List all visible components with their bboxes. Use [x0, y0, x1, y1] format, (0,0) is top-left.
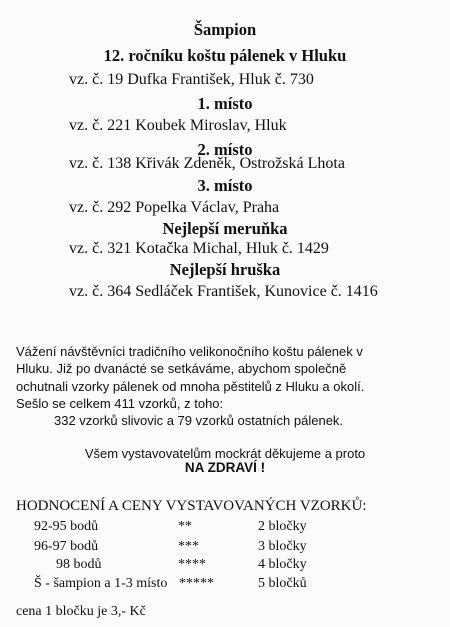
rating-prize-4: 5 bločků [258, 576, 307, 591]
first-place-entry: vz. č. 221 Koubek Miroslav, Hluk [69, 117, 287, 134]
third-place-heading: 3. místo [197, 176, 253, 195]
cheers-line: NA ZDRAVÍ ! [184, 460, 266, 475]
rating-stars-1: ** [178, 519, 192, 534]
rating-range-4: Š - šampion a 1-3 místo [34, 576, 168, 591]
second-place-entry: vz. č. 138 Křivák Zdeněk, Ostrožská Lhota [69, 155, 345, 172]
rating-heading: HODNOCENÍ A CENY VYSTAVOVANÝCH VZORKŮ: [16, 498, 367, 514]
third-place-entry: vz. č. 292 Popelka Václav, Praha [69, 199, 280, 216]
second-place-heading: 2. místo [197, 140, 253, 159]
best-pear-heading: Nejlepší hruška [169, 260, 281, 279]
first-place-heading: 1. místo [197, 94, 253, 113]
intro-line-4: Sešlo se celkem 411 vzorků, z toho: [16, 396, 224, 411]
rating-prize-1: 2 bločky [258, 519, 307, 534]
contest-subtitle: 12. ročníku koštu pálenek v Hluku [103, 46, 347, 65]
rating-range-2: 96-97 bodů [34, 539, 99, 554]
champion-heading: Šampion [193, 20, 257, 39]
intro-line-5: 332 vzorků slivovic a 79 vzorků ostatních pálenek. [54, 413, 344, 428]
rating-stars-3: **** [178, 557, 206, 572]
rating-range-1: 92-95 bodů [34, 519, 99, 534]
rating-prize-3: 4 bločky [258, 557, 307, 572]
thanks-line: Všem vystavovatelům mockrát děkujeme a proto [84, 446, 366, 461]
rating-prize-2: 3 bločky [258, 539, 307, 554]
rating-stars-2: *** [178, 539, 199, 554]
champion-entry: vz. č. 19 Dufka František, Hluk č. 730 [69, 71, 314, 88]
intro-line-2: Hluku. Již po dvanácté se setkáváme, abychom společně [16, 361, 347, 376]
best-pear-entry: vz. č. 364 Sedláček František, Kunovice č. 1416 [69, 283, 378, 300]
best-apricot-entry: vz. č. 321 Kotačka Michal, Hluk č. 1429 [69, 240, 329, 257]
intro-line-1: Vážení návštěvníci tradičního velikonočního koštu pálenek v [16, 344, 363, 359]
intro-line-3: ochutnali vzorky pálenek od mnoha pěstitelů z Hluku a okolí. [16, 379, 365, 394]
rating-range-3: 98 bodů [56, 557, 102, 572]
price-note: cena 1 bločku je 3,- Kč [16, 604, 146, 619]
rating-stars-4: ***** [179, 576, 214, 591]
best-apricot-heading: Nejlepší meruňka [162, 219, 288, 238]
